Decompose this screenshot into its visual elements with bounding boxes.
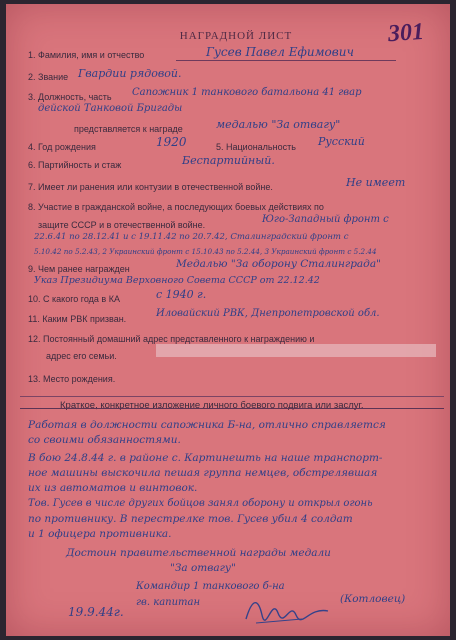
field-8-value-a: Юго-Западный фронт с bbox=[262, 214, 389, 225]
field-7-value: Не имеет bbox=[346, 176, 406, 189]
summary-heading: Краткое, конкретное изложение личного боевого подвига или заслуг. bbox=[60, 400, 364, 411]
field-1-rule bbox=[176, 60, 396, 61]
summary-box bbox=[20, 408, 444, 627]
signature bbox=[242, 589, 332, 629]
summary-line-4: ное машины выскочила пешая группа немцев, обстрелявшая bbox=[28, 467, 378, 479]
field-4-value: 1920 bbox=[156, 135, 187, 149]
field-13-label: 13. Место рождения. bbox=[28, 374, 116, 384]
commander-title-a: Командир 1 танкового б-на bbox=[136, 581, 285, 592]
redacted-address bbox=[156, 344, 436, 357]
summary-line-2: со своими обязанностями. bbox=[28, 434, 181, 446]
summary-line-5: их из автоматов и винтовок. bbox=[28, 482, 198, 494]
field-3-label: 3. Должность, часть bbox=[28, 92, 112, 102]
field-9-value-b: Указ Президиума Верховного Совета СССР от 22.12.42 bbox=[34, 275, 320, 286]
field-8-line-c: 22.6.41 по 28.12.41 и с 19.11.42 по 20.7.42, Сталинградский фронт с bbox=[34, 232, 349, 242]
field-10-value: с 1940 г. bbox=[156, 288, 207, 301]
field-5-label: 5. Национальность bbox=[216, 142, 296, 152]
commander-name: (Котловец) bbox=[340, 593, 406, 605]
commander-title-b: гв. капитан bbox=[136, 597, 201, 608]
summary-line-7: по противнику. В перестрелке тов. Гусев убил 4 солдат bbox=[28, 513, 353, 525]
field-3-note: представляется к награде bbox=[74, 124, 183, 134]
summary-line-10: "За отвагу" bbox=[170, 562, 236, 574]
field-6-value: Беспартийный. bbox=[182, 154, 275, 167]
field-10-label: 10. С какого года в КА bbox=[28, 294, 120, 304]
field-9-label: 9. Чем ранее награжден bbox=[28, 264, 130, 274]
field-3-value-a: Сапожник 1 танкового батальона 41 гвар bbox=[132, 87, 362, 98]
archive-number: 301 bbox=[387, 18, 425, 48]
summary-line-1: Работая в должности сапожника Б-на, отлично справляется bbox=[28, 419, 386, 431]
field-3-award: медалью "За отвагу" bbox=[216, 118, 341, 131]
field-6-label: 6. Партийность и стаж bbox=[28, 160, 122, 170]
field-2-label: 2. Звание bbox=[28, 72, 69, 82]
summary-line-9: Достоин правительственной награды медали bbox=[66, 547, 331, 559]
summary-line-8: и 1 офицера противника. bbox=[28, 528, 172, 540]
field-9-value-a: Медалью "За оборону Сталинграда" bbox=[176, 258, 381, 270]
field-8-line-d: 5.10.42 по 5.2.43, 2 Украинский фронт с 15.10.43 по 5.2.44, 3 Украинский фронт с 5.2.44 bbox=[34, 247, 377, 256]
field-12-label-b: адрес его семьи. bbox=[46, 351, 117, 361]
field-2-value: Гвардии рядовой. bbox=[78, 67, 182, 80]
signing-date: 19.9.44г. bbox=[68, 605, 124, 619]
section-divider bbox=[20, 396, 444, 397]
field-11-value: Иловайский РВК, Днепропетровской обл. bbox=[156, 308, 380, 319]
field-8-label-a: 8. Участие в гражданской войне, а последующих боевых действиях по bbox=[28, 202, 324, 212]
field-8-label-b: защите СССР и в отечественной войне. bbox=[38, 220, 206, 230]
form-title: НАГРАДНОЙ ЛИСТ bbox=[179, 30, 293, 42]
summary-line-6: Тов. Гусев в числе других бойцов занял оборону и открыл огонь bbox=[28, 498, 373, 509]
field-5-value: Русский bbox=[318, 135, 365, 148]
field-7-label: 7. Имеет ли ранения или контузии в отечественной войне. bbox=[28, 182, 273, 192]
award-sheet bbox=[6, 4, 450, 636]
summary-line-3: В бою 24.8.44 г. в районе с. Картинешть на наше транспорт- bbox=[28, 452, 383, 464]
field-12-label-a: 12. Постоянный домашний адрес представленного к награждению и bbox=[28, 334, 315, 344]
field-4-label: 4. Год рождения bbox=[28, 142, 96, 152]
field-3-value-b: дейской Танковой Бригады bbox=[38, 103, 183, 114]
field-1-label: 1. Фамилия, имя и отчество bbox=[28, 50, 145, 60]
field-11-label: 11. Каким РВК призван. bbox=[28, 314, 127, 324]
field-1-value: Гусев Павел Ефимович bbox=[206, 45, 354, 59]
